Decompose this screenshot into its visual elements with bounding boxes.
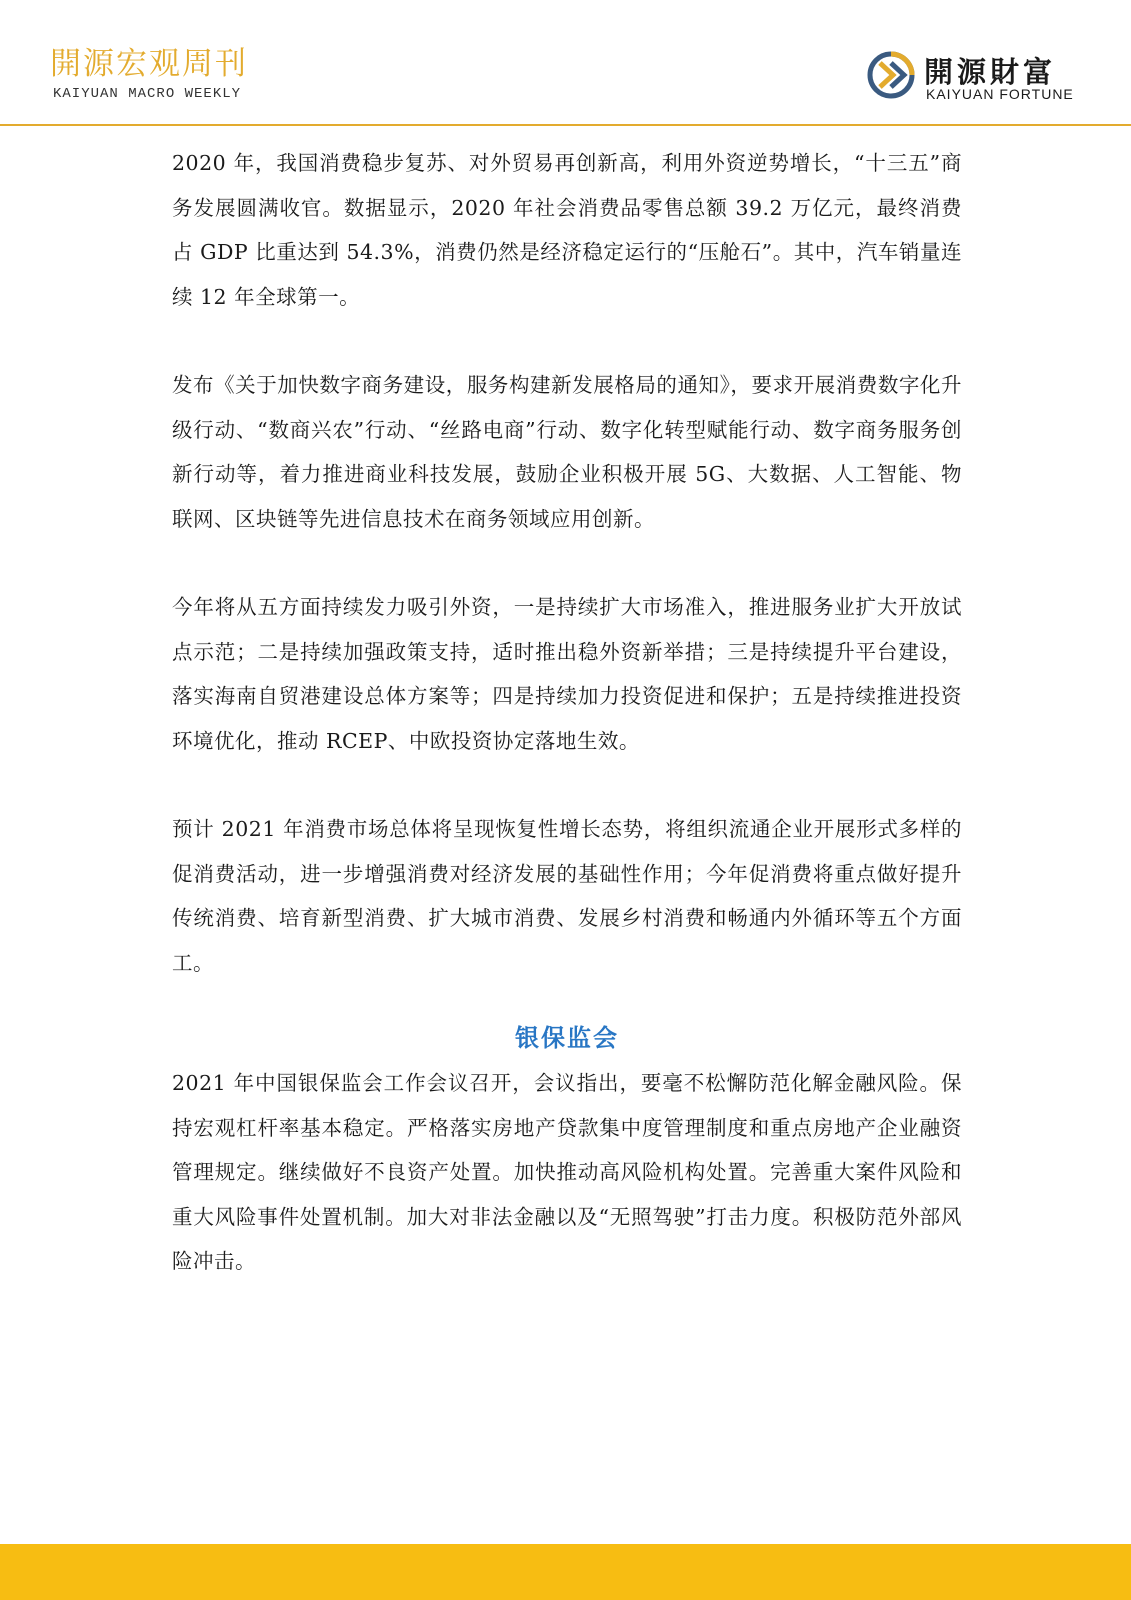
paragraph-consumption-2020: 2020 年，我国消费稳步复苏、对外贸易再创新高，利用外资逆势增长，“十三五”商务发展圆满收官。数据显示，2020 年社会消费品零售总额 39.2 万亿元，最终消费占 GDP 比重达到 54.3%，消费仍然是经济稳定运行的“压舱石”。其中，汽车销量连续 12 年全球第一。 <box>172 151 962 309</box>
kaiyuan-logo-icon <box>866 50 916 100</box>
kaiyuan-logo <box>866 50 1096 110</box>
publication-title: 開源宏观周刊 <box>50 46 248 82</box>
publication-subtitle: KAIYUAN MACRO WEEKLY <box>53 86 242 102</box>
paragraph-digital-commerce: 发布《关于加快数字商务建设，服务构建新发展格局的通知》，要求开展消费数字化升级行动、“数商兴农”行动、“丝路电商”行动、数字化转型赋能行动、数字商务服务创新行动等，着力推进商业科技发展，鼓励企业积极开展 5G、大数据、人工智能、物联网、区块链等先进信息技术在商务领域应用创新。 <box>172 373 962 531</box>
header-divider <box>0 124 1131 126</box>
section-heading: 银保监会 <box>515 1023 619 1052</box>
paragraph-cbirc: 2021 年中国银保监会工作会议召开，会议指出，要毫不松懈防范化解金融风险。保持宏观杠杆率基本稳定。严格落实房地产贷款集中度管理制度和重点房地产企业融资管理规定。继续做好不良资产处置。加快推动高风险机构处置。完善重大案件风险和重大风险事件处置机制。加大对非法金融以及“无照驾驶”打击力度。积极防范外部风险冲击。 <box>172 1071 962 1273</box>
footer-bar <box>0 1544 1131 1600</box>
logo-name-en: KAIYUAN FORTUNE <box>926 86 1074 102</box>
logo-name-cn: 開源財富 <box>924 55 1057 89</box>
paragraph-foreign-investment: 今年将从五方面持续发力吸引外资，一是持续扩大市场准入，推进服务业扩大开放试点示范；二是持续加强政策支持，适时推出稳外资新举措；三是持续提升平台建设，落实海南自贸港建设总体方案等；四是持续加力投资促进和保护；五是持续推进投资环境优化，推动 RCEP、中欧投资协定落地生效。 <box>172 595 962 753</box>
paragraph-consumption-2021: 预计 2021 年消费市场总体将呈现恢复性增长态势，将组织流通企业开展形式多样的促消费活动，进一步增强消费对经济发展的基础性作用；今年促消费将重点做好提升传统消费、培育新型消费、扩大城市消费、发展乡村消费和畅通内外循环等五个方面工。 <box>172 817 962 975</box>
article-body <box>172 141 962 1284</box>
page-header <box>0 0 1131 126</box>
